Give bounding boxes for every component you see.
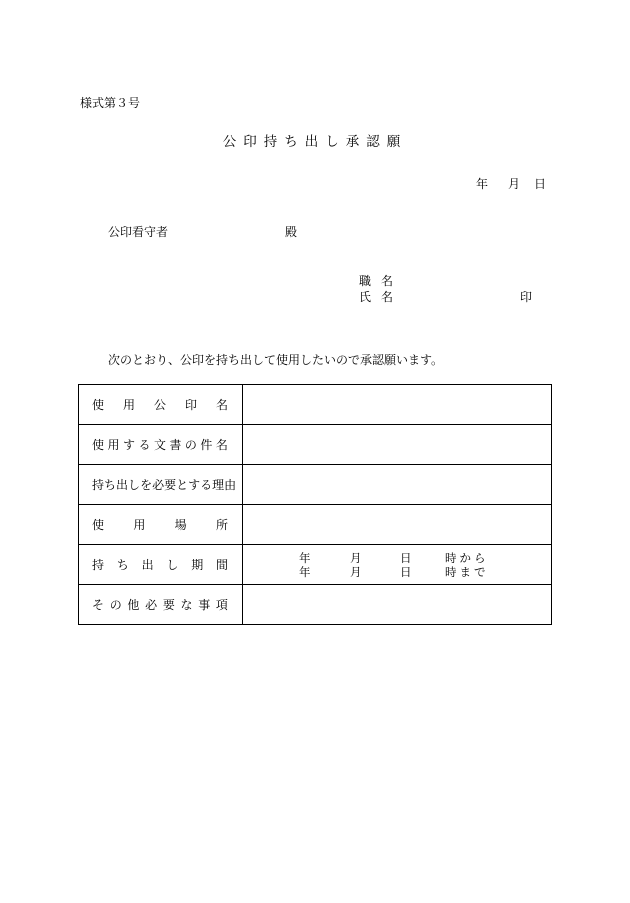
label-char: 理 bbox=[212, 478, 225, 492]
label-char: す bbox=[122, 438, 135, 452]
label-char: 名 bbox=[215, 438, 228, 452]
label-char: 事 bbox=[198, 598, 211, 612]
label-char: し bbox=[128, 478, 141, 492]
label-char: 使 bbox=[92, 398, 105, 412]
row-label bbox=[79, 516, 242, 533]
period-month-label: 月 bbox=[350, 550, 362, 565]
label-char: 持 bbox=[92, 478, 105, 492]
row-label-cell bbox=[79, 545, 243, 585]
label-char: ち bbox=[104, 478, 117, 492]
label-char: 出 bbox=[141, 558, 154, 572]
seal-mark: 印 bbox=[520, 290, 533, 304]
label-char: る bbox=[138, 438, 151, 452]
date-month-label: 月 bbox=[508, 177, 521, 191]
table-row bbox=[79, 585, 552, 625]
table-row bbox=[79, 505, 552, 545]
row-label bbox=[79, 596, 242, 613]
applicant-name-label: 氏名 bbox=[359, 290, 404, 304]
row-label-cell bbox=[79, 585, 243, 625]
row-label bbox=[79, 396, 242, 413]
label-char: の bbox=[184, 438, 197, 452]
request-form-table bbox=[78, 384, 552, 625]
label-char: 間 bbox=[215, 558, 228, 572]
seal-name-field[interactable] bbox=[243, 385, 552, 425]
row-label bbox=[79, 476, 242, 493]
label-char: る bbox=[200, 478, 213, 492]
row-label bbox=[79, 436, 242, 453]
row-label-cell bbox=[79, 465, 243, 505]
label-char: 必 bbox=[145, 598, 158, 612]
document-subject-field[interactable] bbox=[243, 425, 552, 465]
period-from-label: 時から bbox=[445, 550, 489, 565]
period-month-label: 月 bbox=[350, 564, 362, 579]
date-line bbox=[476, 178, 546, 190]
label-char: 名 bbox=[215, 398, 228, 412]
label-char: 文 bbox=[153, 438, 166, 452]
table-row bbox=[79, 465, 552, 505]
row-label-cell bbox=[79, 385, 243, 425]
label-char: な bbox=[180, 598, 193, 612]
label-char: し bbox=[166, 558, 179, 572]
period-year-label: 年 bbox=[299, 550, 311, 565]
form-number: 様式第３号 bbox=[80, 96, 141, 110]
period-to-label: 時まで bbox=[445, 564, 489, 579]
label-char: 所 bbox=[215, 518, 228, 532]
date-year-label: 年 bbox=[476, 177, 489, 191]
label-char: そ bbox=[92, 598, 105, 612]
label-char: 項 bbox=[215, 598, 228, 612]
label-char: す bbox=[188, 478, 201, 492]
label-char: 用 bbox=[107, 438, 120, 452]
other-matters-field[interactable] bbox=[243, 585, 552, 625]
label-char: 他 bbox=[127, 598, 140, 612]
reason-field[interactable] bbox=[243, 465, 552, 505]
label-char: 件 bbox=[200, 438, 213, 452]
label-char: 用 bbox=[122, 398, 135, 412]
label-char: 持 bbox=[92, 558, 105, 572]
addressee-label: 公印看守者 bbox=[108, 225, 169, 239]
period-from-line bbox=[243, 551, 551, 565]
label-char: 要 bbox=[164, 478, 177, 492]
label-char: 使 bbox=[92, 518, 105, 532]
label-char: 書 bbox=[169, 438, 182, 452]
label-char: 期 bbox=[191, 558, 204, 572]
period-lines bbox=[243, 551, 551, 579]
usage-place-field[interactable] bbox=[243, 505, 552, 545]
period-day-label: 日 bbox=[400, 550, 412, 565]
label-char: の bbox=[109, 598, 122, 612]
label-char: 公 bbox=[153, 398, 166, 412]
table-row bbox=[79, 425, 552, 465]
label-char: と bbox=[176, 478, 189, 492]
label-char: 使 bbox=[92, 438, 105, 452]
period-year-label: 年 bbox=[299, 564, 311, 579]
label-char: 要 bbox=[162, 598, 175, 612]
label-char: ち bbox=[116, 558, 129, 572]
label-char: 印 bbox=[184, 398, 197, 412]
table-row bbox=[79, 545, 552, 585]
label-char: 必 bbox=[152, 478, 165, 492]
label-char: 出 bbox=[116, 478, 129, 492]
row-label-cell bbox=[79, 505, 243, 545]
label-char: 用 bbox=[133, 518, 146, 532]
row-label bbox=[79, 556, 242, 573]
label-char: 場 bbox=[174, 518, 187, 532]
request-text: 次のとおり、公印を持ち出して使用したいので承認願います。 bbox=[108, 353, 444, 367]
table-row bbox=[79, 385, 552, 425]
addressee-honorific: 殿 bbox=[285, 225, 298, 239]
period-day-label: 日 bbox=[400, 564, 412, 579]
label-char: 由 bbox=[224, 478, 237, 492]
period-to-line bbox=[243, 565, 551, 579]
period-field[interactable] bbox=[243, 545, 552, 585]
label-char: を bbox=[140, 478, 153, 492]
row-label-cell bbox=[79, 425, 243, 465]
date-day-label: 日 bbox=[534, 177, 547, 191]
applicant-position-label: 職名 bbox=[359, 274, 404, 288]
document-title: 公印持ち出し承認願 bbox=[222, 134, 408, 150]
